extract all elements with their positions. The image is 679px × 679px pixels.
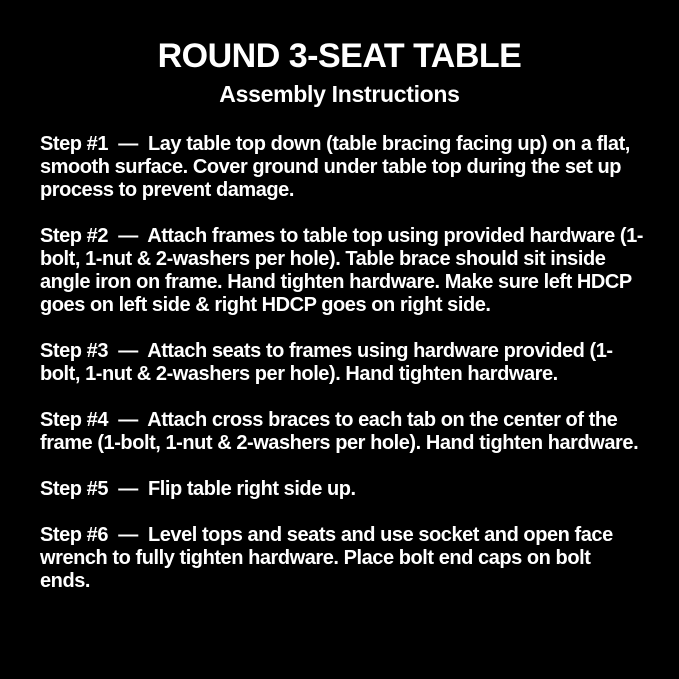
step-5-paragraph: Step #5 — Flip table right side up. [40,478,356,500]
step-2-paragraph: Step #2 — Attach frames to table top using provided hardware (1-bolt, 1-nut & 2-washers per hole). Table brace should sit inside angle iron on frame. Hand tighten hardware. Make sure left HDCP goes on left side & right HDCP goes on right side. [40,225,644,316]
page-title: ROUND 3-SEAT TABLE [157,37,522,75]
step-6-paragraph: Step #6 — Level tops and seats and use socket and open face wrench to fully tighten hardware. Place bolt end caps on bolt ends. [40,524,618,592]
step-4-paragraph: Step #4 — Attach cross braces to each tab on the center of the frame (1-bolt, 1-nut & 2-washers per hole). Hand tighten hardware. [40,409,639,454]
page-subtitle: Assembly Instructions [219,81,460,107]
step-3-paragraph: Step #3 — Attach seats to frames using hardware provided (1-bolt, 1-nut & 2-washers per hole). Hand tighten hardware. [40,340,613,385]
steps-list [0,133,679,593]
step-1-paragraph: Step #1 — Lay table top down (table bracing facing up) on a flat, smooth surface. Cover ground under table top during the set up process to prevent damage. [40,133,636,201]
